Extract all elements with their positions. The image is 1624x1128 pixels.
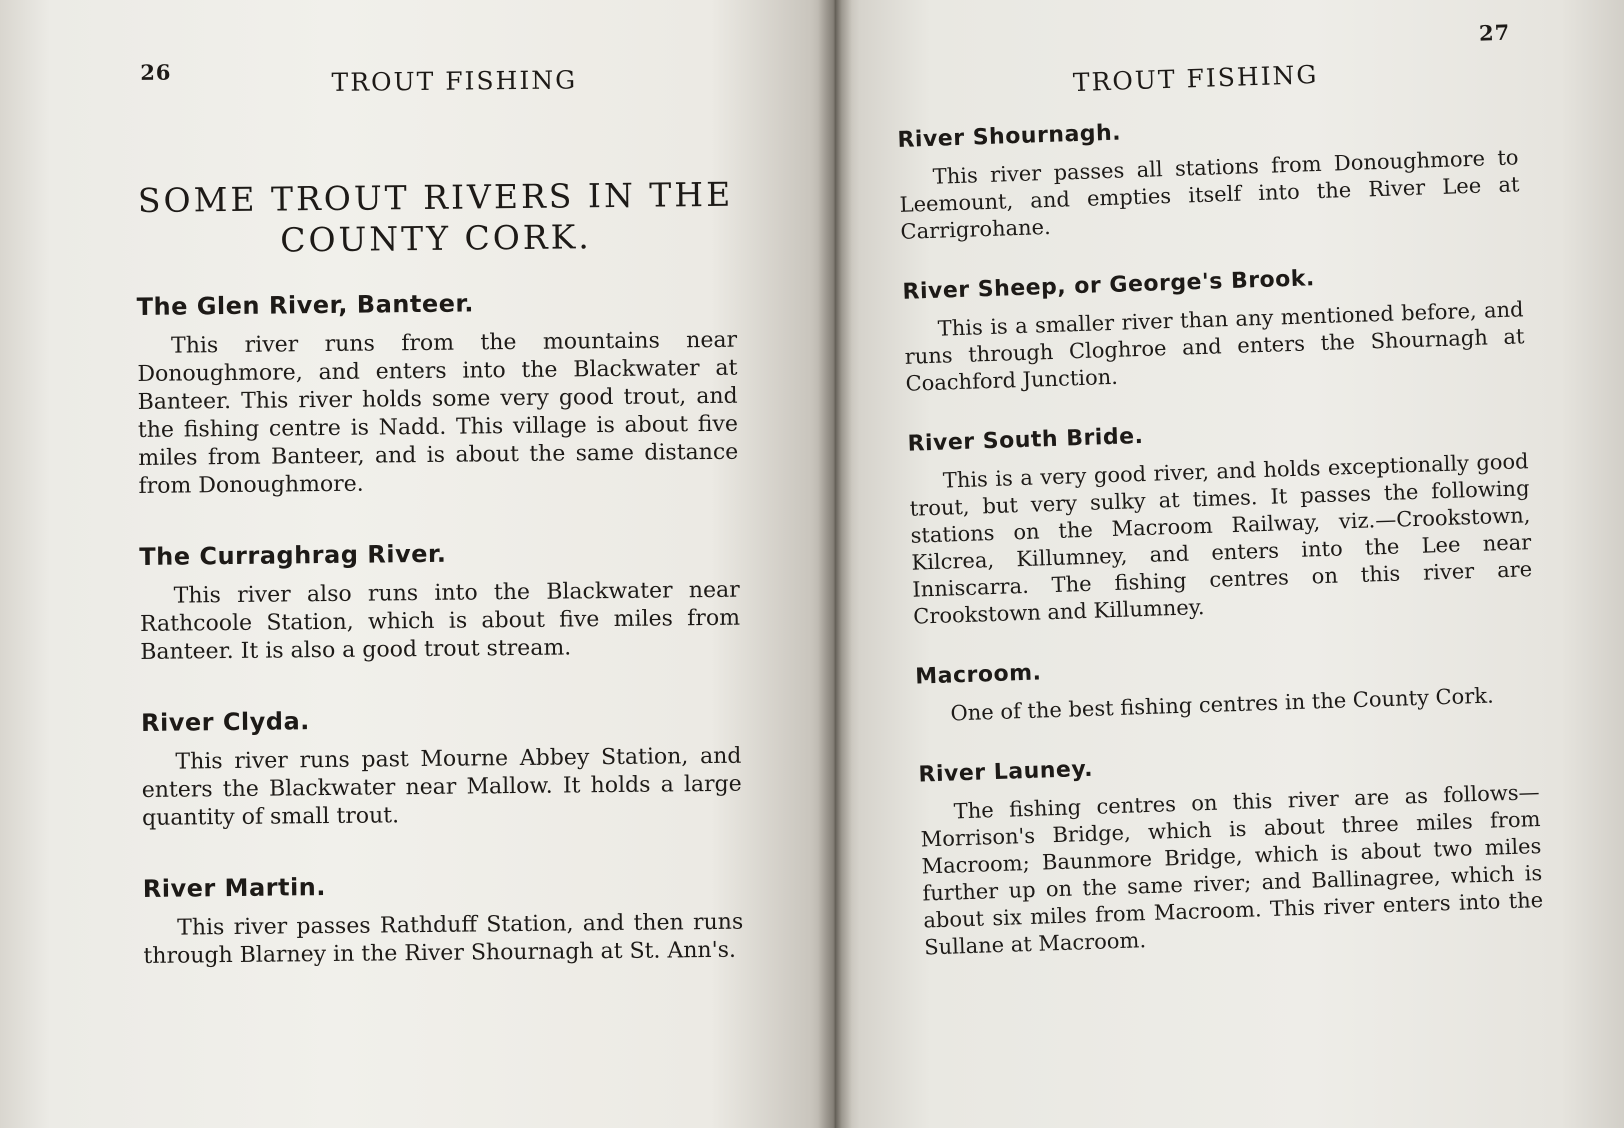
right-page-number: 27	[1478, 19, 1511, 46]
river-heading: The Glen River, Banteer.	[136, 288, 475, 321]
left-running-head	[134, 44, 735, 110]
river-description: This river passes Rathduff Station, and then runs through Blarney in the River Shournagh at St. Ann's.	[143, 909, 744, 969]
river-description: This river passes all stations from Donoughmore to Leemount, and empties itself into the River Lee at Carrigrohane.	[899, 145, 1520, 244]
left-running-title: TROUT FISHING	[331, 65, 578, 97]
river-entry-south-bride	[907, 411, 1533, 630]
river-entry-launey	[918, 742, 1544, 961]
river-description: This river also runs into the Blackwater near Rathcoole Station, which is about five miles from Banteer. It is also a good trout stream.	[139, 577, 741, 665]
river-entry-sheep	[902, 259, 1526, 397]
river-heading: River Launey.	[918, 756, 1094, 788]
section-title-line-1: SOME TROUT RIVERS IN THE	[137, 174, 734, 220]
river-entry-martin	[143, 868, 744, 970]
river-heading: River Shournagh.	[897, 120, 1122, 153]
river-heading: River Martin.	[142, 872, 327, 903]
river-entry-shournagh	[897, 107, 1521, 245]
left-page-content	[134, 44, 744, 1013]
right-running-head	[894, 13, 1516, 98]
right-page	[836, 0, 1624, 1128]
left-page-number: 26	[140, 59, 172, 85]
section-title	[135, 174, 736, 263]
river-description: This river runs from the mountains near Donoughmore, and enters into the Blackwater at Banteer. This river holds some very good trout, and the fishing centre is Nadd. This village is about five miles from Banteer, and is about the same distance from Donoughmore.	[137, 327, 739, 499]
river-description: This is a smaller river than any mentioned before, and runs through Cloghroe and enters the Shournagh at Coachford Junction.	[904, 297, 1525, 396]
river-heading: River South Bride.	[907, 423, 1144, 457]
river-description: One of the best fishing centres in the County Cork.	[950, 683, 1495, 726]
right-page-content	[894, 13, 1546, 995]
river-entry-glen	[137, 286, 739, 500]
river-heading: River Clyda.	[140, 706, 310, 737]
river-description: This is a very good river, and holds exceptionally good trout, but very sulky at times. It passes the following stations on the Macroom Railway, viz.—Crookstown, Kilcrea, Killumney, and enters into the Lee near Inniscarra. The fishing centres on this river are Crookstown and Killumney.	[909, 449, 1533, 629]
river-description: This river runs past Mourne Abbey Station, and enters the Blackwater near Mallow. It holds a large quantity of small trout.	[141, 743, 742, 831]
river-entry-macroom	[915, 644, 1537, 729]
river-heading: Macroom.	[914, 660, 1042, 690]
river-description: The fishing centres on this river are as follows—Morrison's Bridge, which is about three miles from Macroom; Baunmore Bridge, which is about two miles further up on the same river; and Ballinagree, which is about six miles from Macroom. This river enters into the Sullane at Macroom.	[920, 780, 1544, 960]
river-heading: The Curraghrag River.	[139, 539, 447, 571]
river-heading: River Sheep, or George's Brook.	[902, 266, 1316, 305]
river-entry-curraghrag	[139, 536, 740, 666]
right-running-title: TROUT FISHING	[1072, 59, 1319, 98]
book-gutter	[818, 0, 852, 1128]
section-title-line-2: COUNTY CORK.	[279, 217, 592, 260]
river-entry-clyda	[141, 702, 742, 832]
